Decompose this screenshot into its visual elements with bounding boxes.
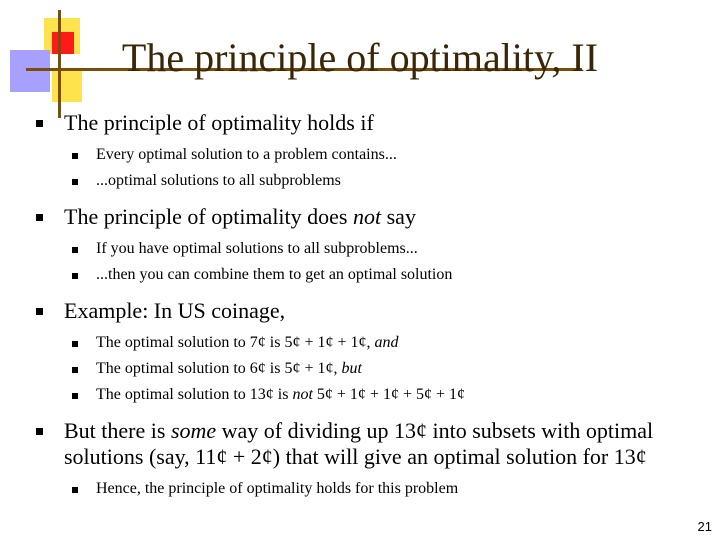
text-run: not xyxy=(292,386,313,403)
square-bullet-icon xyxy=(36,214,43,221)
slide-title: The principle of optimality, II xyxy=(121,35,599,80)
spacer xyxy=(36,408,686,418)
text-run: but xyxy=(341,360,362,377)
text-run: The optimal solution to 6¢ is 5¢ + 1¢, xyxy=(96,360,342,377)
sub-bullet-item xyxy=(36,168,686,194)
text-run: Example: In US coinage, xyxy=(64,298,286,323)
sub-bullet-item xyxy=(36,142,686,168)
text-run: and xyxy=(374,334,399,351)
text-run: way of dividing up 13¢ into subsets with optimal solutions (say, 11¢ + 2¢) that will give an optimal solution for 13¢ xyxy=(64,418,654,469)
bullet-item xyxy=(36,298,686,324)
square-bullet-icon xyxy=(36,428,43,435)
square-bullet-icon xyxy=(72,393,78,399)
text-run: say xyxy=(381,204,416,229)
square-bullet-icon xyxy=(72,247,78,253)
sub-bullet-item xyxy=(36,356,686,382)
sub-bullet-item xyxy=(36,330,686,356)
square-bullet-icon xyxy=(36,308,43,315)
text-run: not xyxy=(353,204,382,229)
slide-body xyxy=(36,110,686,502)
page-number: 21 xyxy=(697,519,712,534)
text-run: Hence, the principle of optimality holds for this problem xyxy=(96,480,459,497)
bullet-item xyxy=(36,204,686,230)
text-run: ...then you can combine them to get an optimal solution xyxy=(96,266,453,283)
text-run: The principle of optimality holds if xyxy=(64,110,374,135)
bullet-item xyxy=(36,110,686,136)
sub-bullet-item xyxy=(36,236,686,262)
bullet-item xyxy=(36,418,686,470)
sub-bullet-item xyxy=(36,382,686,408)
sub-bullet-item xyxy=(36,262,686,288)
text-run: But there is xyxy=(64,418,171,443)
text-run: Every optimal solution to a problem contains... xyxy=(96,146,397,163)
text-run: The optimal solution to 7¢ is 5¢ + 1¢ + 1¢, xyxy=(96,334,375,351)
text-run: The optimal solution to 13¢ is xyxy=(96,386,293,403)
square-bullet-icon xyxy=(72,153,78,159)
text-run: The principle of optimality does xyxy=(64,204,353,229)
square-bullet-icon xyxy=(36,120,43,127)
text-run: some xyxy=(170,418,217,443)
square-bullet-icon xyxy=(72,487,78,493)
spacer xyxy=(36,194,686,204)
square-bullet-icon xyxy=(72,341,78,347)
square-bullet-icon xyxy=(72,367,78,373)
sub-bullet-item xyxy=(36,476,686,502)
square-bullet-icon xyxy=(72,179,78,185)
spacer xyxy=(36,288,686,298)
square-bullet-icon xyxy=(72,273,78,279)
text-run: 5¢ + 1¢ + 1¢ + 5¢ + 1¢ xyxy=(312,386,465,403)
text-run: ...optimal solutions to all subproblems xyxy=(96,172,341,189)
text-run: If you have optimal solutions to all subproblems... xyxy=(96,240,418,257)
